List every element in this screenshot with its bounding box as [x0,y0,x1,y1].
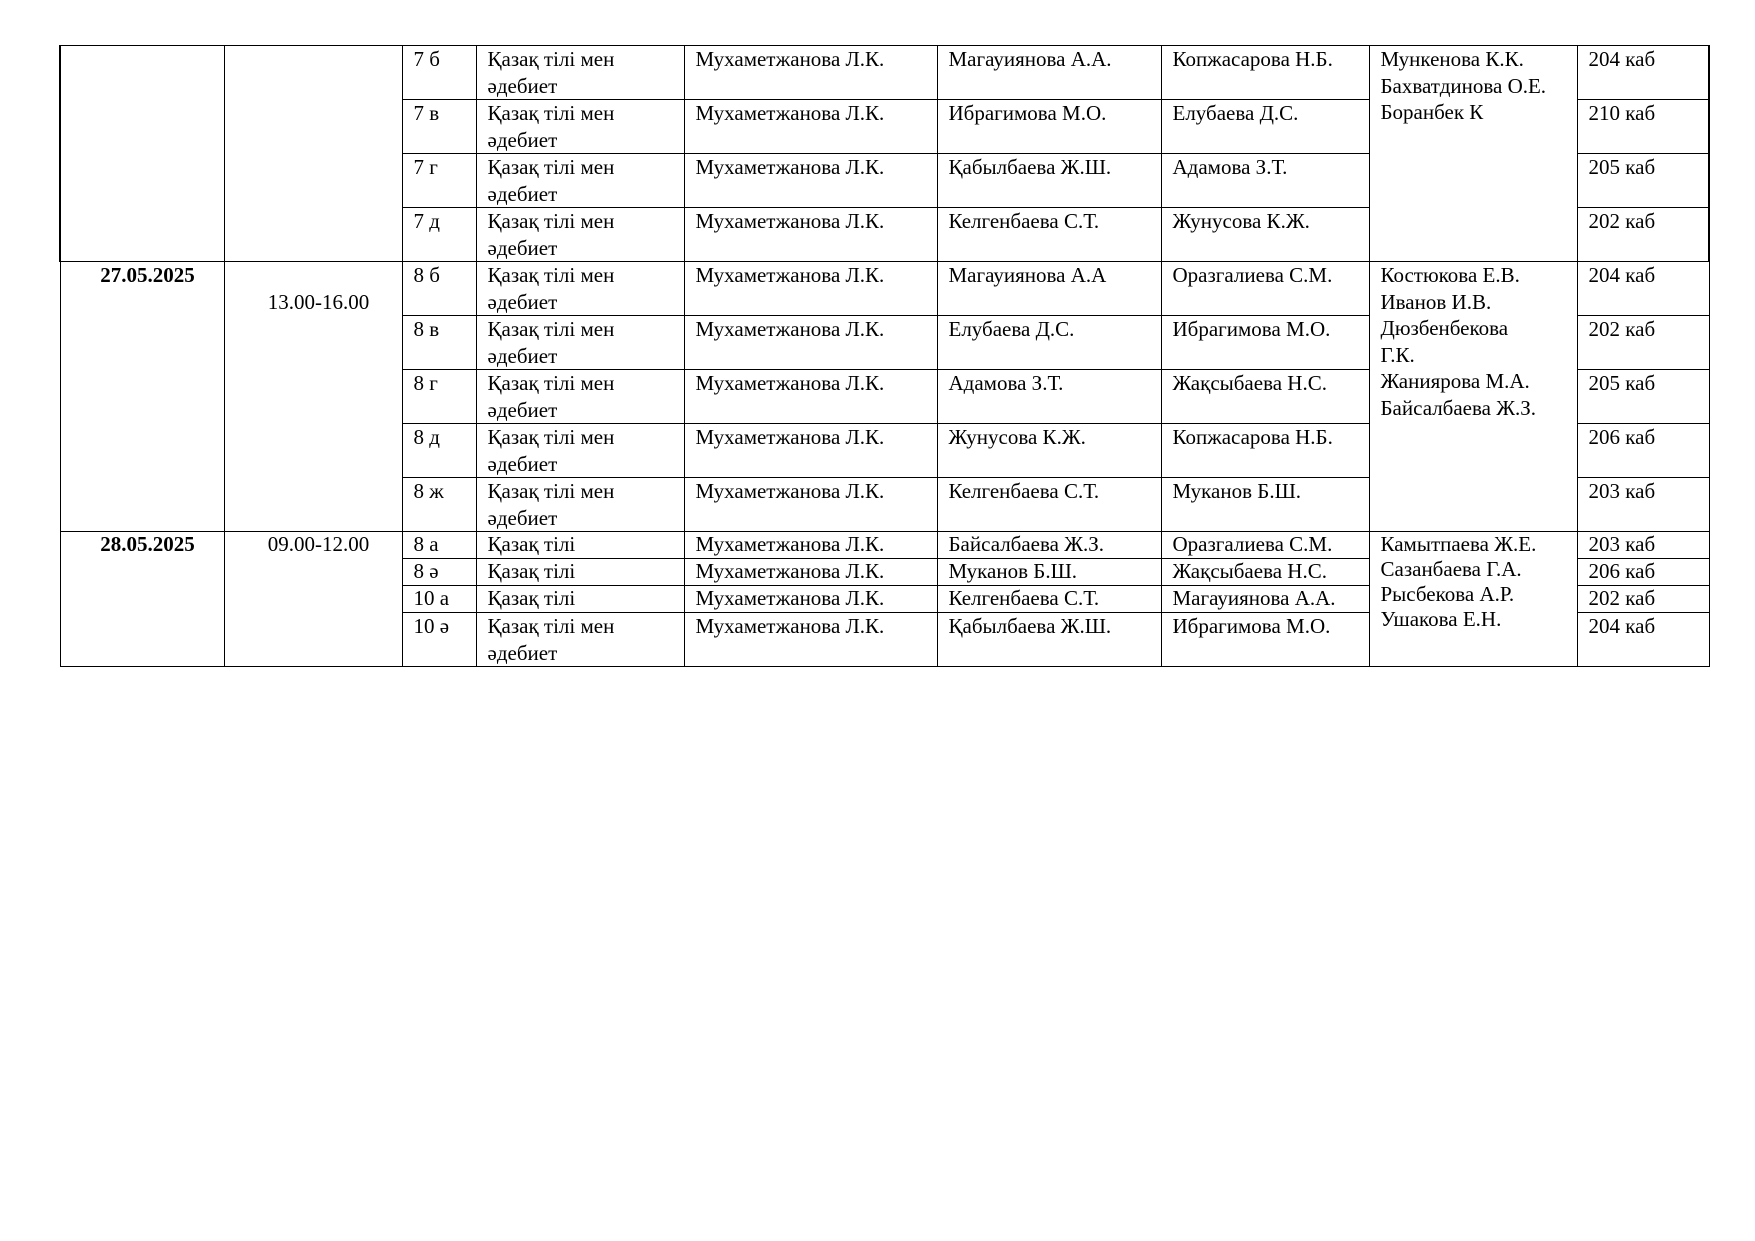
exam-time-cell [224,46,402,262]
teacher-cell: Мухаметжанова Л.К. [684,532,937,559]
assistant-cell: Магауиянова А.А. [937,46,1161,100]
teacher-cell: Мухаметжанова Л.К. [684,46,937,100]
subject-cell: Қазақ тілі мен әдебиет [476,46,684,100]
observer-name: Камытпаева Ж.Е. [1380,532,1537,556]
room-cell: 203 каб [1577,532,1709,559]
teacher-cell: Мухаметжанова Л.К. [684,586,937,613]
observer-name: Иванов И.В. [1380,289,1492,314]
class-cell: 7 в [402,100,476,154]
subject-cell: Қазақ тілі мен әдебиет [476,316,684,370]
subject-cell: Қазақ тілі [476,586,684,613]
teacher-cell: Мухаметжанова Л.К. [684,424,937,478]
assistant-cell: Магауиянова А.А. [1161,586,1369,613]
room-cell: 206 каб [1577,559,1709,586]
class-cell: 8 ж [402,478,476,532]
observer-name: Рысбекова А.Р. [1380,582,1515,606]
class-cell: 8 ә [402,559,476,586]
class-cell: 7 д [402,208,476,262]
table-row [60,262,1709,316]
class-cell: 8 в [402,316,476,370]
observer-name: Г.К. [1380,342,1415,367]
observer-name: Мункенова К.К. [1380,47,1524,71]
exam-date-cell: 28.05.2025 [60,532,224,667]
assistant-cell: Жунусова К.Ж. [1161,208,1369,262]
subject-cell: Қазақ тілі мен әдебиет [476,154,684,208]
observers-cell [1369,262,1577,532]
subject-cell: Қазақ тілі мен әдебиет [476,370,684,424]
assistant-cell: Байсалбаева Ж.З. [937,532,1161,559]
teacher-cell: Мухаметжанова Л.К. [684,100,937,154]
exam-time-cell: 13.00-16.00 [224,262,402,532]
assistant-cell: Ибрагимова М.О. [1161,316,1369,370]
observer-name: Байсалбаева Ж.З. [1380,395,1537,420]
subject-cell: Қазақ тілі мен әдебиет [476,262,684,316]
teacher-cell: Мухаметжанова Л.К. [684,208,937,262]
observers-cell [1369,532,1577,667]
assistant-cell: Келгенбаева С.Т. [937,208,1161,262]
observer-name: Бахватдинова О.Е. [1380,73,1547,98]
subject-cell: Қазақ тілі [476,559,684,586]
observer-name: Дюзбенбекова [1380,316,1509,340]
assistant-cell: Адамова З.Т. [937,370,1161,424]
room-cell: 202 каб [1577,208,1709,262]
room-cell: 205 каб [1577,154,1709,208]
teacher-cell: Мухаметжанова Л.К. [684,613,937,667]
exam-date-cell: 27.05.2025 [60,262,224,532]
assistant-cell: Қабылбаева Ж.Ш. [937,613,1161,667]
room-cell: 204 каб [1577,262,1709,316]
class-cell: 8 а [402,532,476,559]
teacher-cell: Мухаметжанова Л.К. [684,370,937,424]
assistant-cell: Копжасарова Н.Б. [1161,424,1369,478]
observers-cell [1369,46,1577,262]
assistant-cell: Келгенбаева С.Т. [937,586,1161,613]
observer-name: Сазанбаева Г.А. [1380,557,1522,581]
subject-cell: Қазақ тілі [476,532,684,559]
room-cell: 204 каб [1577,46,1709,100]
table-row [60,46,1709,100]
assistant-cell: Адамова З.Т. [1161,154,1369,208]
room-cell: 202 каб [1577,586,1709,613]
class-cell: 7 г [402,154,476,208]
assistant-cell: Қабылбаева Ж.Ш. [937,154,1161,208]
class-cell: 8 б [402,262,476,316]
room-cell: 203 каб [1577,478,1709,532]
assistant-cell: Копжасарова Н.Б. [1161,46,1369,100]
class-cell: 7 б [402,46,476,100]
observer-name: Жаниярова М.А. [1380,369,1530,393]
schedule-body [60,46,1709,667]
assistant-cell: Жақсыбаева Н.С. [1161,370,1369,424]
room-cell: 202 каб [1577,316,1709,370]
subject-cell: Қазақ тілі мен әдебиет [476,100,684,154]
exam-time-cell: 09.00-12.00 [224,532,402,667]
class-cell: 10 а [402,586,476,613]
room-cell: 206 каб [1577,424,1709,478]
observer-name: Ушакова Е.Н. [1380,607,1502,631]
teacher-cell: Мухаметжанова Л.К. [684,478,937,532]
teacher-cell: Мухаметжанова Л.К. [684,316,937,370]
assistant-cell: Оразгалиева С.М. [1161,262,1369,316]
assistant-cell: Муканов Б.Ш. [937,559,1161,586]
exam-date-cell [60,46,224,262]
observer-name: Боранбек К [1380,100,1484,124]
teacher-cell: Мухаметжанова Л.К. [684,154,937,208]
subject-cell: Қазақ тілі мен әдебиет [476,208,684,262]
assistant-cell: Ибрагимова М.О. [937,100,1161,154]
assistant-cell: Келгенбаева С.Т. [937,478,1161,532]
class-cell: 10 ә [402,613,476,667]
assistant-cell: Жақсыбаева Н.С. [1161,559,1369,586]
assistant-cell: Ибрагимова М.О. [1161,613,1369,667]
room-cell: 205 каб [1577,370,1709,424]
teacher-cell: Мухаметжанова Л.К. [684,559,937,586]
assistant-cell: Елубаева Д.С. [1161,100,1369,154]
subject-cell: Қазақ тілі мен әдебиет [476,613,684,667]
assistant-cell: Муканов Б.Ш. [1161,478,1369,532]
assistant-cell: Жунусова К.Ж. [937,424,1161,478]
subject-cell: Қазақ тілі мен әдебиет [476,478,684,532]
observer-name: Костюкова Е.В. [1380,263,1520,287]
room-cell: 210 каб [1577,100,1709,154]
subject-cell: Қазақ тілі мен әдебиет [476,424,684,478]
table-row [60,532,1709,559]
assistant-cell: Елубаева Д.С. [937,316,1161,370]
class-cell: 8 г [402,370,476,424]
class-cell: 8 д [402,424,476,478]
room-cell: 204 каб [1577,613,1709,667]
assistant-cell: Оразгалиева С.М. [1161,532,1369,559]
assistant-cell: Магауиянова А.А [937,262,1161,316]
teacher-cell: Мухаметжанова Л.К. [684,262,937,316]
exam-schedule-table [59,45,1710,667]
